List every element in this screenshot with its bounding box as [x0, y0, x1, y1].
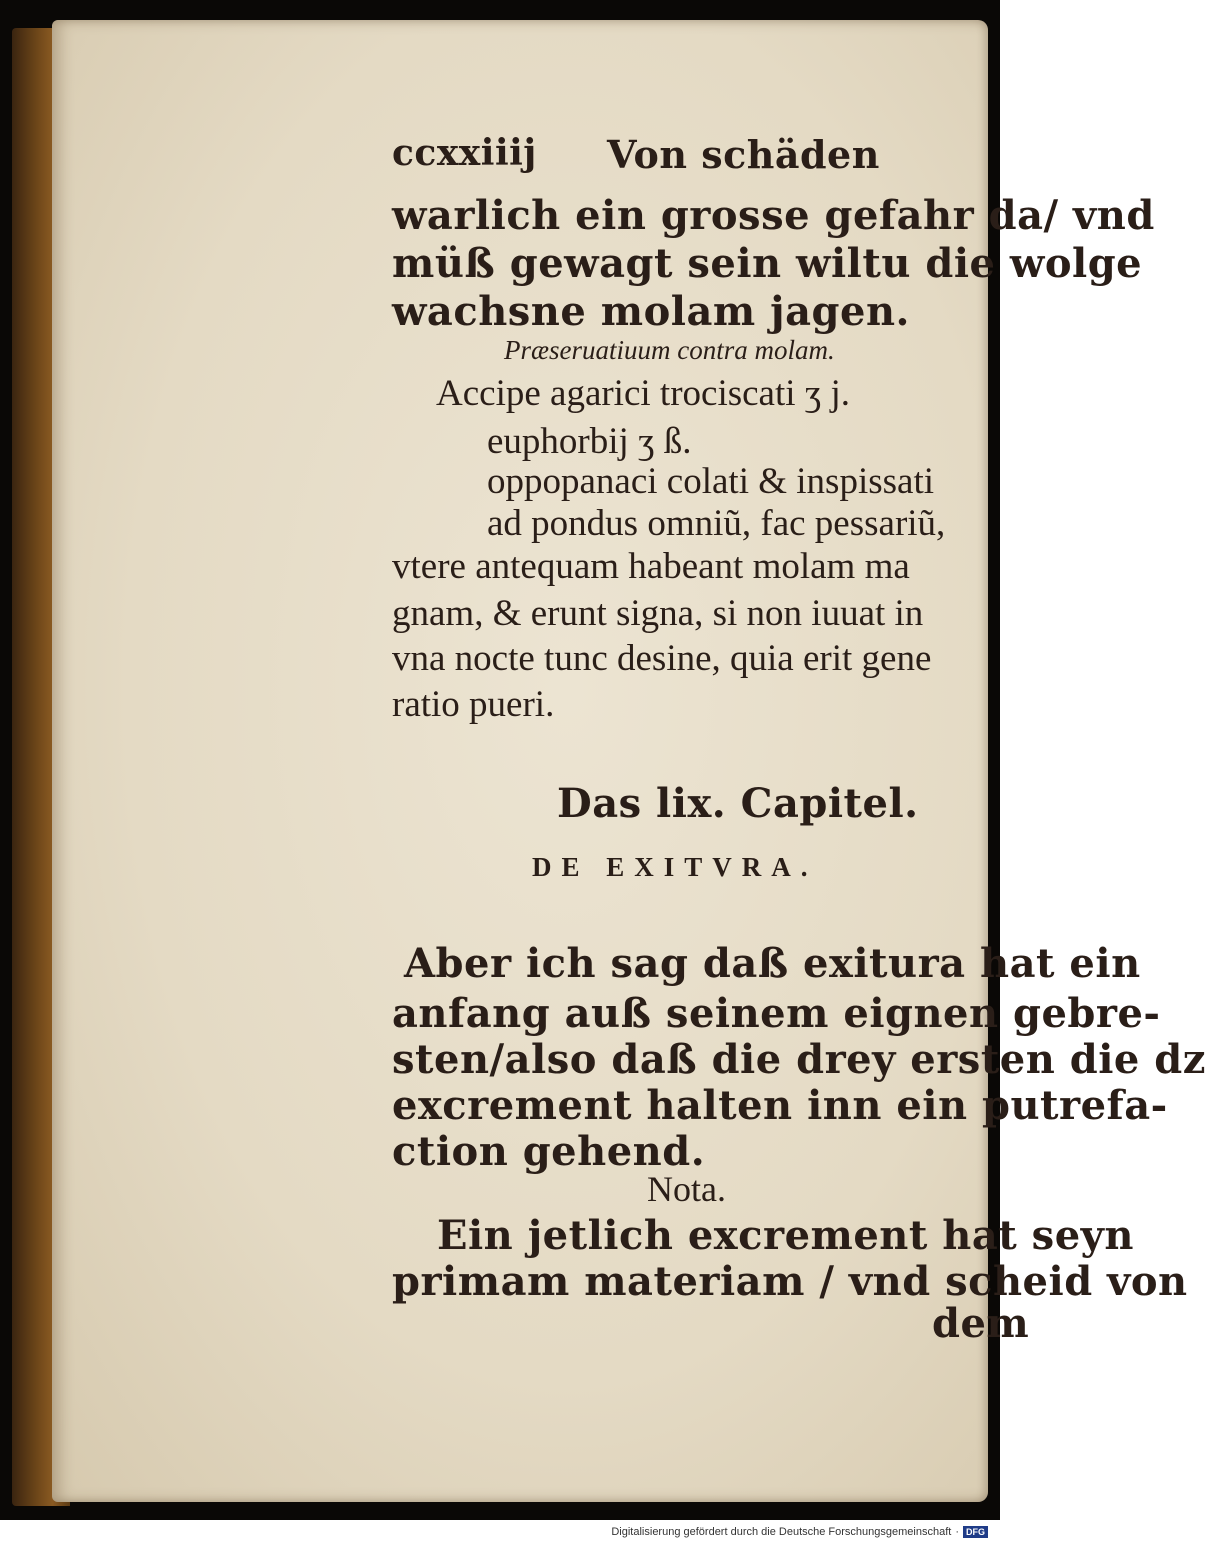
recipe-rubric: Præseruatiuum contra molam. [504, 335, 835, 365]
book-page [52, 20, 1206, 1502]
recipe-line: vtere antequam habeant molam ma [392, 546, 910, 587]
text-line: Ein jetlich excrement hat seyn [437, 1212, 1134, 1259]
digitization-footer: Digitalisierung gefördert durch die Deutsche Forschungsgemeinschaft · DFG [611, 1524, 988, 1540]
dfg-logo-icon: DFG [963, 1526, 988, 1538]
text-line: excrement halten inn ein putrefa- [392, 1082, 1168, 1129]
recipe-line: oppopanaci colati & inspissati [487, 461, 934, 502]
recipe-line: vna nocte tunc desine, quia erit gene [392, 638, 932, 679]
text-line: müß gewagt sein wiltu die wolge [392, 240, 1143, 287]
catchword: dem [932, 1300, 1030, 1347]
chapter-latin-title: DE EXITVRA. [532, 852, 818, 882]
text-line: warlich ein grosse gefahr da/ vnd [392, 192, 1155, 239]
nota-heading: Nota. [647, 1169, 726, 1209]
text-line: anfang auß seinem eignen gebre- [392, 990, 1161, 1037]
text-line: primam materiam / vnd scheid von [392, 1258, 1188, 1305]
text-line: wachsne molam jagen. [392, 288, 910, 335]
recipe-line: euphorbij ʒ ß. [487, 421, 692, 462]
chapter-heading: Das lix. Capitel. [557, 780, 919, 827]
text-line: sten/also daß die drey ersten die dz [392, 1036, 1206, 1083]
footer-credit: Digitalisierung gefördert durch die Deutsche Forschungsgemeinschaft [611, 1526, 952, 1538]
text-line: ction gehend. [392, 1128, 706, 1175]
recipe-line: gnam, & erunt signa, si non iuuat in [392, 593, 924, 634]
recipe-line: Accipe agarici trociscati ʒ j. [436, 373, 850, 414]
running-title: Von schäden [607, 132, 880, 177]
recipe-line: ratio pueri. [392, 684, 555, 725]
recipe-line: ad pondus omniũ, fac pessariũ, [487, 503, 946, 544]
text-line: Aber ich sag daß exitura hat ein [404, 940, 1141, 987]
folio-number: ccxxiiij [392, 132, 537, 174]
